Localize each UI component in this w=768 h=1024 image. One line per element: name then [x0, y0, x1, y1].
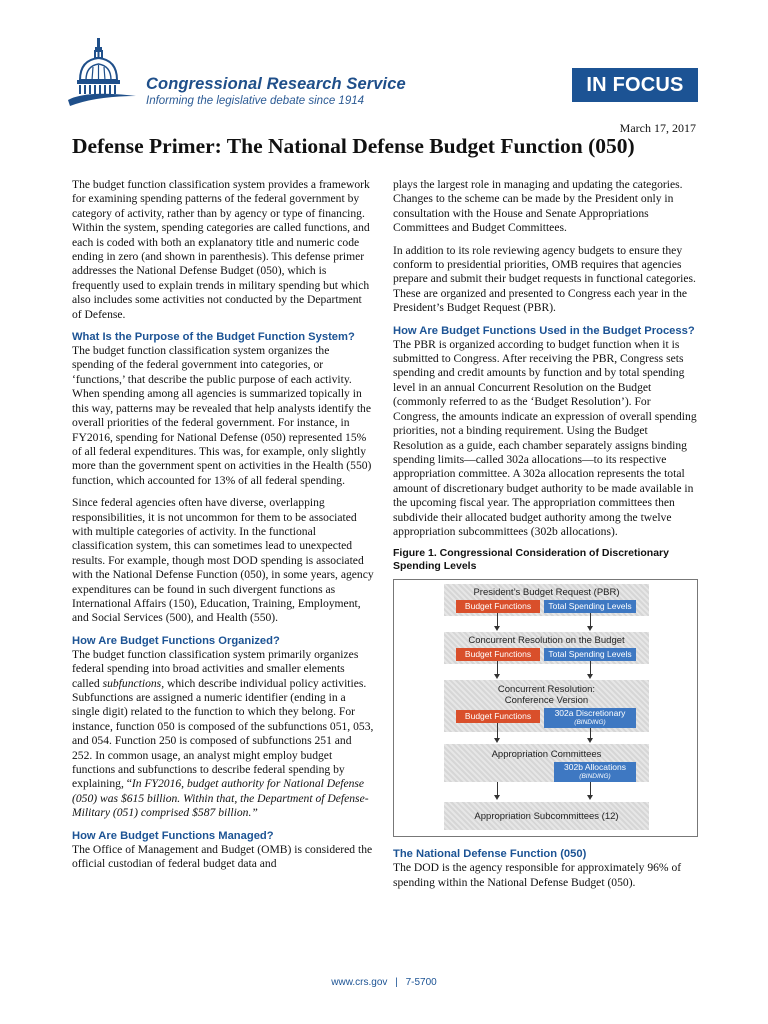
stage-appropriation-committees-label: Appropriation Committees: [491, 749, 602, 761]
tag-budget-functions: Budget Functions: [456, 710, 540, 723]
arrow-down: [497, 661, 498, 675]
org-name: Congressional Research Service: [146, 75, 406, 93]
tag-total-spending: Total Spending Levels: [544, 600, 636, 613]
section-heading-national-defense: The National Defense Function (050): [393, 848, 587, 861]
footer-separator: |: [395, 977, 398, 988]
right-column: [393, 178, 698, 890]
arrow-down: [590, 728, 591, 739]
tag-total-spending: Total Spending Levels: [544, 648, 636, 661]
section-heading-organized: How Are Budget Functions Organized?: [72, 634, 280, 647]
tag-302a-discretionary: 302a Discretionary (BINDING): [544, 708, 636, 728]
tag-302b-allocations: 302b Allocations (BINDING): [554, 762, 636, 782]
arrow-down: [497, 613, 498, 627]
arrow-down: [590, 613, 591, 627]
omb-role-paragraph: In addition to its role reviewing agency budgets to ensure they conform to presidential priorities, OMB requires that agencies prepare and submit their budget requests in functional categories. These are organized and presented to Congress each year in the President’s Budget Request (PBR).: [393, 243, 696, 315]
budget-flow-diagram: [393, 579, 698, 837]
section-heading-managed: How Are Budget Functions Managed?: [72, 829, 274, 842]
stage-conference-version-label: Concurrent Resolution: Conference Version: [497, 684, 596, 707]
tag-budget-functions: Budget Functions: [456, 600, 540, 613]
purpose-paragraph: The budget function classification system organizes the spending of the federal government into categories, or ‘functions,’ that describe the public purpose of each activity. When spending among all agencies is summarized topically in this way, patterns may be revealed that help analysts identify the overall priorities of the federal government. For instance, in FY2016, spending for National Defense (050) represented 15% of all federal expenditures. This was, for example, only slightly more than the government spent on activities in the Health (550) function, which accounted for 13% of all federal spending.: [72, 344, 372, 487]
section-heading-purpose: What Is the Purpose of the Budget Function System?: [72, 331, 355, 344]
publication-date: March 17, 2017: [619, 121, 696, 135]
section-heading-budget-process: How Are Budget Functions Used in the Budget Process?: [393, 324, 695, 337]
intro-paragraph: The budget function classification system provides a framework for examining spending patterns of the federal government by category of activity, rather than by agency or type of financing. Within the system, spending categories are called functions, and each is coded with both an explanatory title and numeric code ending in zero (and shown in parenthesis). This defense primer addresses the National Defense Budget (050), which is frequently used to explain trends in military spending but which also includes some activities not conducted by the Department of Defense.: [72, 178, 370, 321]
stage-appropriation-subcommittees: [444, 802, 649, 830]
stage-appropriation-subcommittees-label: Appropriation Subcommittees (12): [474, 811, 619, 823]
tag-budget-functions: Budget Functions: [456, 648, 540, 661]
capitol-dome-icon: [66, 36, 138, 110]
managed-paragraph: The Office of Management and Budget (OMB) is considered the official custodian of federal budget data and: [72, 842, 373, 871]
page-title: Defense Primer: The National Defense Budget Function (050): [72, 134, 635, 158]
overlap-paragraph: Since federal agencies often have diverse, overlapping responsibilities, it is not uncommon for them to be associated with multiple categories of activity. In the functional classification system, this can sometimes lead to unexpected results. For example, though most DOD spending is associated with the National Defense Function (050), in some years, agency expenditures can be found in such divergent functions as International Affairs (150), Education, Training, Employment, and Social Services (500), and Health (550).: [72, 496, 374, 625]
left-column: [72, 178, 374, 871]
arrow-down: [590, 782, 591, 796]
national-defense-paragraph: The DOD is the agency responsible for approximately 96% of spending within the National Defense Budget (050).: [393, 861, 682, 889]
stage-concurrent-resolution-label: Concurrent Resolution on the Budget: [468, 635, 625, 647]
omb-paragraph: plays the largest role in managing and updating the categories. Changes to the scheme can be made by the President only in consultation with the House and Senate Appropriations Committees and Budget Committees.: [393, 178, 683, 235]
in-focus-badge: IN FOCUS: [572, 68, 698, 102]
arrow-down: [497, 782, 498, 796]
figure-caption: Figure 1. Congressional Consideration of Discretionary Spending Levels: [393, 547, 669, 573]
arrow-down: [590, 661, 591, 675]
org-tagline: Informing the legislative debate since 1914: [146, 95, 365, 107]
stage-pbr-label: President’s Budget Request (PBR): [473, 587, 620, 599]
footer-url-link[interactable]: www.crs.gov: [331, 977, 388, 988]
footer-code: 7-5700: [405, 977, 437, 988]
page-footer: [0, 977, 768, 988]
arrow-down: [497, 723, 498, 739]
budget-process-paragraph: The PBR is organized according to budget function when it is submitted to Congress. After receiving the PBR, Congress sets spending and credit amounts by function and by total spending level in an annual Concurrent Resolution on the Budget (commonly referred to as the ‘Budget Resolution’). For Congress, the amounts indicate an expression of overall spending priorities, not a binding requirement. Using the Budget Resolution as a guide, each chamber separately assigns binding spending limits—called 302a allocations—to its respective appropriation committee. A 302a allocation represents the total amount of discretionary budget authority to be made available in the upcoming fiscal year. The appropriation committees then subdivide their allocated budget authority among the twelve appropriation subcommittees (302b allocations).: [393, 337, 697, 538]
organized-paragraph: The budget function classification system primarily organizes federal spending into broad activities and smaller elements called subfunctions, which describe individual policy activities. Subfunctions are assigned a numeric identifier (ending in a single digit) related to the function to which they belong. For instance, function 050 is composed of the subfunctions 051, 053, and 054. Function 250 is composed of subfunctions 251 and 252. In common usage, an analyst might employ budget functions and subfunctions to describe federal spending by explaining, “In FY2016, budget authority for National Defense (050) was $615 billion. Within that, the Department of Defense-Military (051) comprised $587 billion.”: [72, 647, 374, 820]
